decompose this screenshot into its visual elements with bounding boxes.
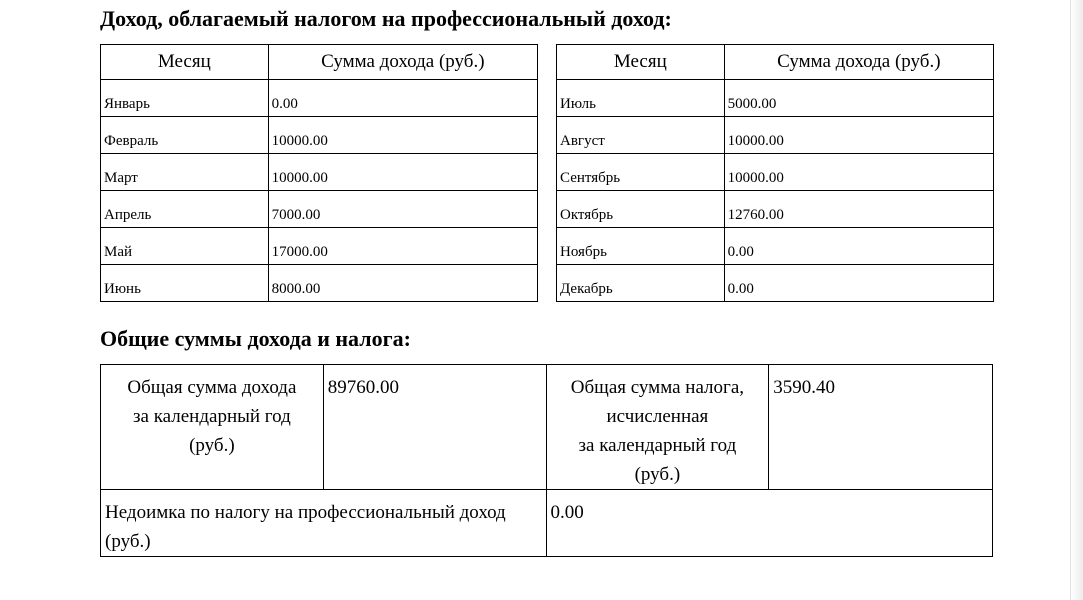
table-row bbox=[101, 191, 538, 228]
table-header-row bbox=[101, 45, 538, 80]
arrears-label: Недоимка по налогу на профессиональный доход (руб.) bbox=[101, 490, 547, 557]
month-cell: Ноябрь bbox=[557, 228, 725, 265]
table-row bbox=[557, 80, 994, 117]
total-income-value: 89760.00 bbox=[323, 365, 546, 490]
table-row bbox=[557, 228, 994, 265]
total-income-label bbox=[101, 365, 324, 490]
month-cell: Май bbox=[101, 228, 269, 265]
month-cell: Февраль bbox=[101, 117, 269, 154]
arrears-value: 0.00 bbox=[546, 490, 993, 557]
table-row bbox=[101, 80, 538, 117]
column-header-amount: Сумма дохода (руб.) bbox=[268, 45, 537, 80]
column-header-month: Месяц bbox=[557, 45, 725, 80]
total-tax-label bbox=[546, 365, 769, 490]
amount-cell: 0.00 bbox=[268, 80, 537, 117]
amount-cell: 10000.00 bbox=[268, 154, 537, 191]
amount-cell: 8000.00 bbox=[268, 265, 537, 302]
table-row bbox=[557, 117, 994, 154]
amount-cell: 0.00 bbox=[724, 265, 993, 302]
amount-cell: 10000.00 bbox=[724, 154, 993, 191]
month-cell: Октябрь bbox=[557, 191, 725, 228]
month-cell: Июль bbox=[557, 80, 725, 117]
label-line: исчисленная bbox=[606, 406, 709, 427]
label-line: Общая сумма налога, bbox=[570, 377, 744, 398]
month-cell: Сентябрь bbox=[557, 154, 725, 191]
label-line: (руб.) bbox=[189, 435, 235, 456]
month-cell: Март bbox=[101, 154, 269, 191]
totals-heading: Общие суммы дохода и налога: bbox=[100, 326, 411, 351]
totals-table bbox=[100, 364, 993, 557]
amount-cell: 0.00 bbox=[724, 228, 993, 265]
label-line: за календарный год bbox=[133, 406, 291, 427]
table-row bbox=[557, 191, 994, 228]
income-table-left bbox=[100, 44, 538, 302]
month-cell: Июнь bbox=[101, 265, 269, 302]
amount-cell: 17000.00 bbox=[268, 228, 537, 265]
month-cell: Август bbox=[557, 117, 725, 154]
amount-cell: 7000.00 bbox=[268, 191, 537, 228]
table-row bbox=[101, 154, 538, 191]
column-header-month: Месяц bbox=[101, 45, 269, 80]
total-tax-value: 3590.40 bbox=[769, 365, 993, 490]
month-cell: Январь bbox=[101, 80, 269, 117]
table-row bbox=[101, 228, 538, 265]
totals-row bbox=[101, 365, 993, 490]
label-line: Общая сумма дохода bbox=[127, 377, 297, 398]
table-header-row bbox=[557, 45, 994, 80]
label-line: (руб.) bbox=[634, 464, 681, 485]
label-line: за календарный год bbox=[578, 435, 737, 456]
column-header-amount: Сумма дохода (руб.) bbox=[724, 45, 993, 80]
month-cell: Декабрь bbox=[557, 265, 725, 302]
income-heading: Доход, облагаемый налогом на профессиональный доход: bbox=[100, 6, 672, 31]
amount-cell: 10000.00 bbox=[724, 117, 993, 154]
table-row bbox=[101, 265, 538, 302]
month-cell: Апрель bbox=[101, 191, 269, 228]
table-row bbox=[557, 154, 994, 191]
income-table-right bbox=[556, 44, 994, 302]
table-row bbox=[101, 117, 538, 154]
amount-cell: 10000.00 bbox=[268, 117, 537, 154]
amount-cell: 12760.00 bbox=[724, 191, 993, 228]
table-row bbox=[557, 265, 994, 302]
arrears-row bbox=[101, 490, 993, 557]
page-edge bbox=[1070, 0, 1083, 600]
amount-cell: 5000.00 bbox=[724, 80, 993, 117]
